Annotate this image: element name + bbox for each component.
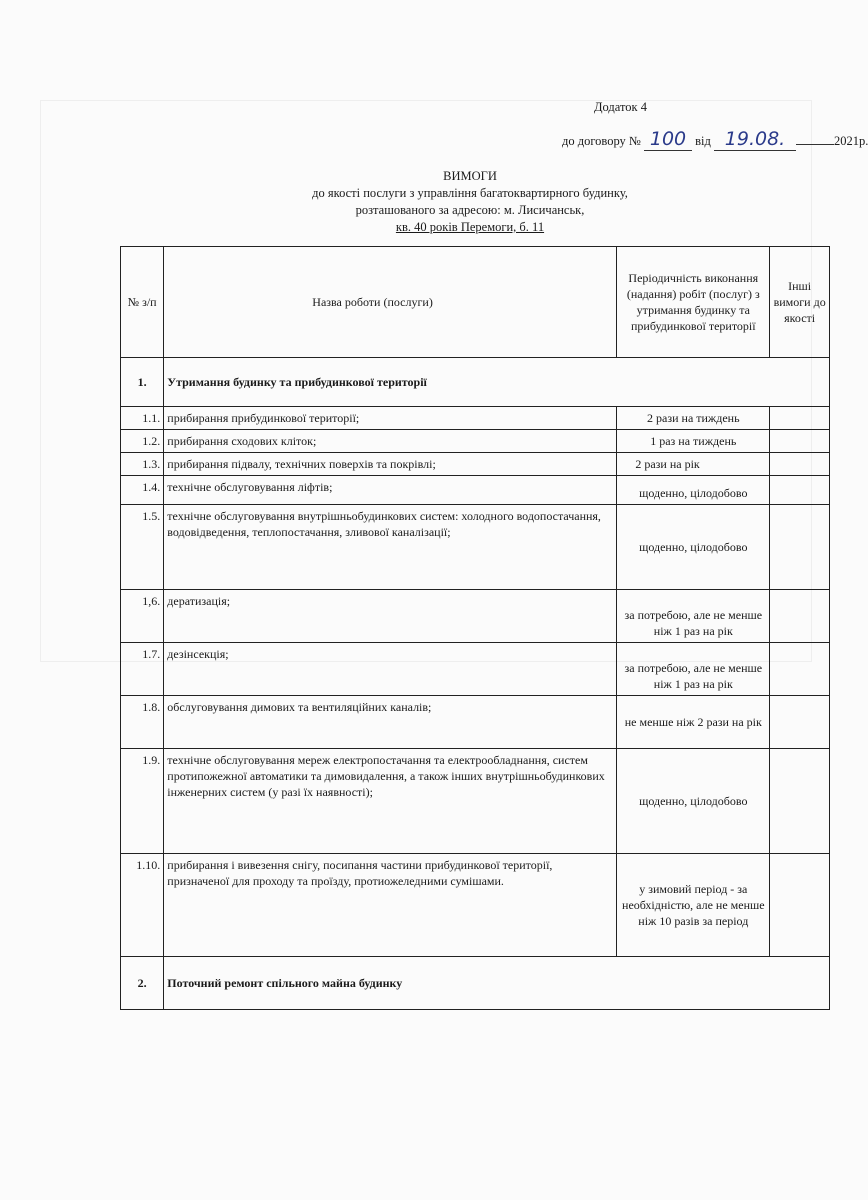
col-header-name: Назва роботи (послуги) [164, 247, 617, 358]
row-frequency: 2 рази на тиждень [617, 407, 770, 430]
row-frequency: 2 рази на рік [617, 453, 770, 476]
row-name: прибирання прибудинкової території; [164, 407, 617, 430]
row-frequency: 1 раз на тиждень [617, 430, 770, 453]
table-row [121, 430, 830, 453]
row-number: 1.3. [121, 453, 164, 476]
section-number: 1. [121, 358, 164, 407]
row-number: 1.1. [121, 407, 164, 430]
table-row [121, 854, 830, 957]
document-subtitle-1: до якості послуги з управління багатоквартирного будинку, [312, 186, 628, 200]
row-name: технічне обслуговування мереж електропостачання та електрообладнання, систем протипожежної автоматики та димовидалення, а також інших внутрішньобудинкових інженерних систем (у разі їх наявності); [164, 749, 617, 854]
row-other [770, 643, 830, 696]
row-number: 1,6. [121, 590, 164, 643]
row-other [770, 476, 830, 505]
section-title: Утримання будинку та прибудинкової території [164, 358, 830, 407]
table-row [121, 696, 830, 749]
row-frequency: щоденно, цілодобово [617, 749, 770, 854]
row-number: 1.10. [121, 854, 164, 957]
row-other [770, 505, 830, 590]
row-other [770, 407, 830, 430]
row-name: дезінсекція; [164, 643, 617, 696]
row-number: 1.9. [121, 749, 164, 854]
row-name: дератизація; [164, 590, 617, 643]
row-name: прибирання і вивезення снігу, посипання частини прибудинкової території, призначеної для проходу та проїзду, протиожеледними сумішами. [164, 854, 617, 957]
row-name: обслуговування димових та вентиляційних каналів; [164, 696, 617, 749]
col-header-frequency: Періодичність виконання (надання) робіт (послуг) з утримання будинку та прибудинкової території [617, 247, 770, 358]
requirements-table [120, 246, 830, 1010]
col-header-other: Інші вимоги до якості [770, 247, 830, 358]
row-frequency: за потребою, але не менше ніж 1 раз на рік [617, 590, 770, 643]
row-number: 1.5. [121, 505, 164, 590]
section-title: Поточний ремонт спільного майна будинку [164, 957, 830, 1010]
row-number: 1.4. [121, 476, 164, 505]
table-header-row [121, 247, 830, 358]
document-title: ВИМОГИ [443, 169, 497, 183]
row-frequency: щоденно, цілодобово [617, 476, 770, 505]
row-name: прибирання підвалу, технічних поверхів та покрівлі; [164, 453, 617, 476]
document-subtitle-2: розташованого за адресою: м. Лисичанськ, [355, 203, 585, 217]
row-frequency: за потребою, але не менше ніж 1 раз на рік [617, 643, 770, 696]
section-row-2 [121, 957, 830, 1010]
section-row-1 [121, 358, 830, 407]
table-row [121, 407, 830, 430]
col-header-num: № з/п [121, 247, 164, 358]
row-frequency: щоденно, цілодобово [617, 505, 770, 590]
row-name: прибирання сходових кліток; [164, 430, 617, 453]
document-address: кв. 40 років Перемоги, б. 11 [395, 220, 545, 234]
row-other [770, 430, 830, 453]
row-frequency: у зимовий період - за необхідністю, але не менше ніж 10 разів за період [617, 854, 770, 957]
table-row [121, 749, 830, 854]
row-name: технічне обслуговування внутрішньобудинкових систем: холодного водопостачання, водовідведення, теплопостачання, зливової каналізації; [164, 505, 617, 590]
row-frequency: не менше ніж 2 рази на рік [617, 696, 770, 749]
table-row [121, 643, 830, 696]
row-number: 1.2. [121, 430, 164, 453]
table-row [121, 590, 830, 643]
row-other [770, 749, 830, 854]
row-number: 1.7. [121, 643, 164, 696]
contract-from: від [695, 134, 711, 148]
row-other [770, 590, 830, 643]
contract-date-blank [796, 144, 834, 145]
row-number: 1.8. [121, 696, 164, 749]
document-header [250, 168, 690, 236]
row-other [770, 453, 830, 476]
annex-label: Додаток 4 [594, 100, 647, 114]
table-row [121, 476, 830, 505]
table-row [121, 453, 830, 476]
table-row [121, 505, 830, 590]
contract-reference [562, 128, 868, 151]
row-other [770, 854, 830, 957]
row-name: технічне обслуговування ліфтів; [164, 476, 617, 505]
contract-number-handwritten: 100 [644, 128, 692, 151]
contract-prefix: до договору № [562, 134, 641, 148]
row-other [770, 696, 830, 749]
section-number: 2. [121, 957, 164, 1010]
contract-date-handwritten: 19.08. [714, 128, 796, 151]
contract-year: 2021р. [834, 134, 868, 148]
